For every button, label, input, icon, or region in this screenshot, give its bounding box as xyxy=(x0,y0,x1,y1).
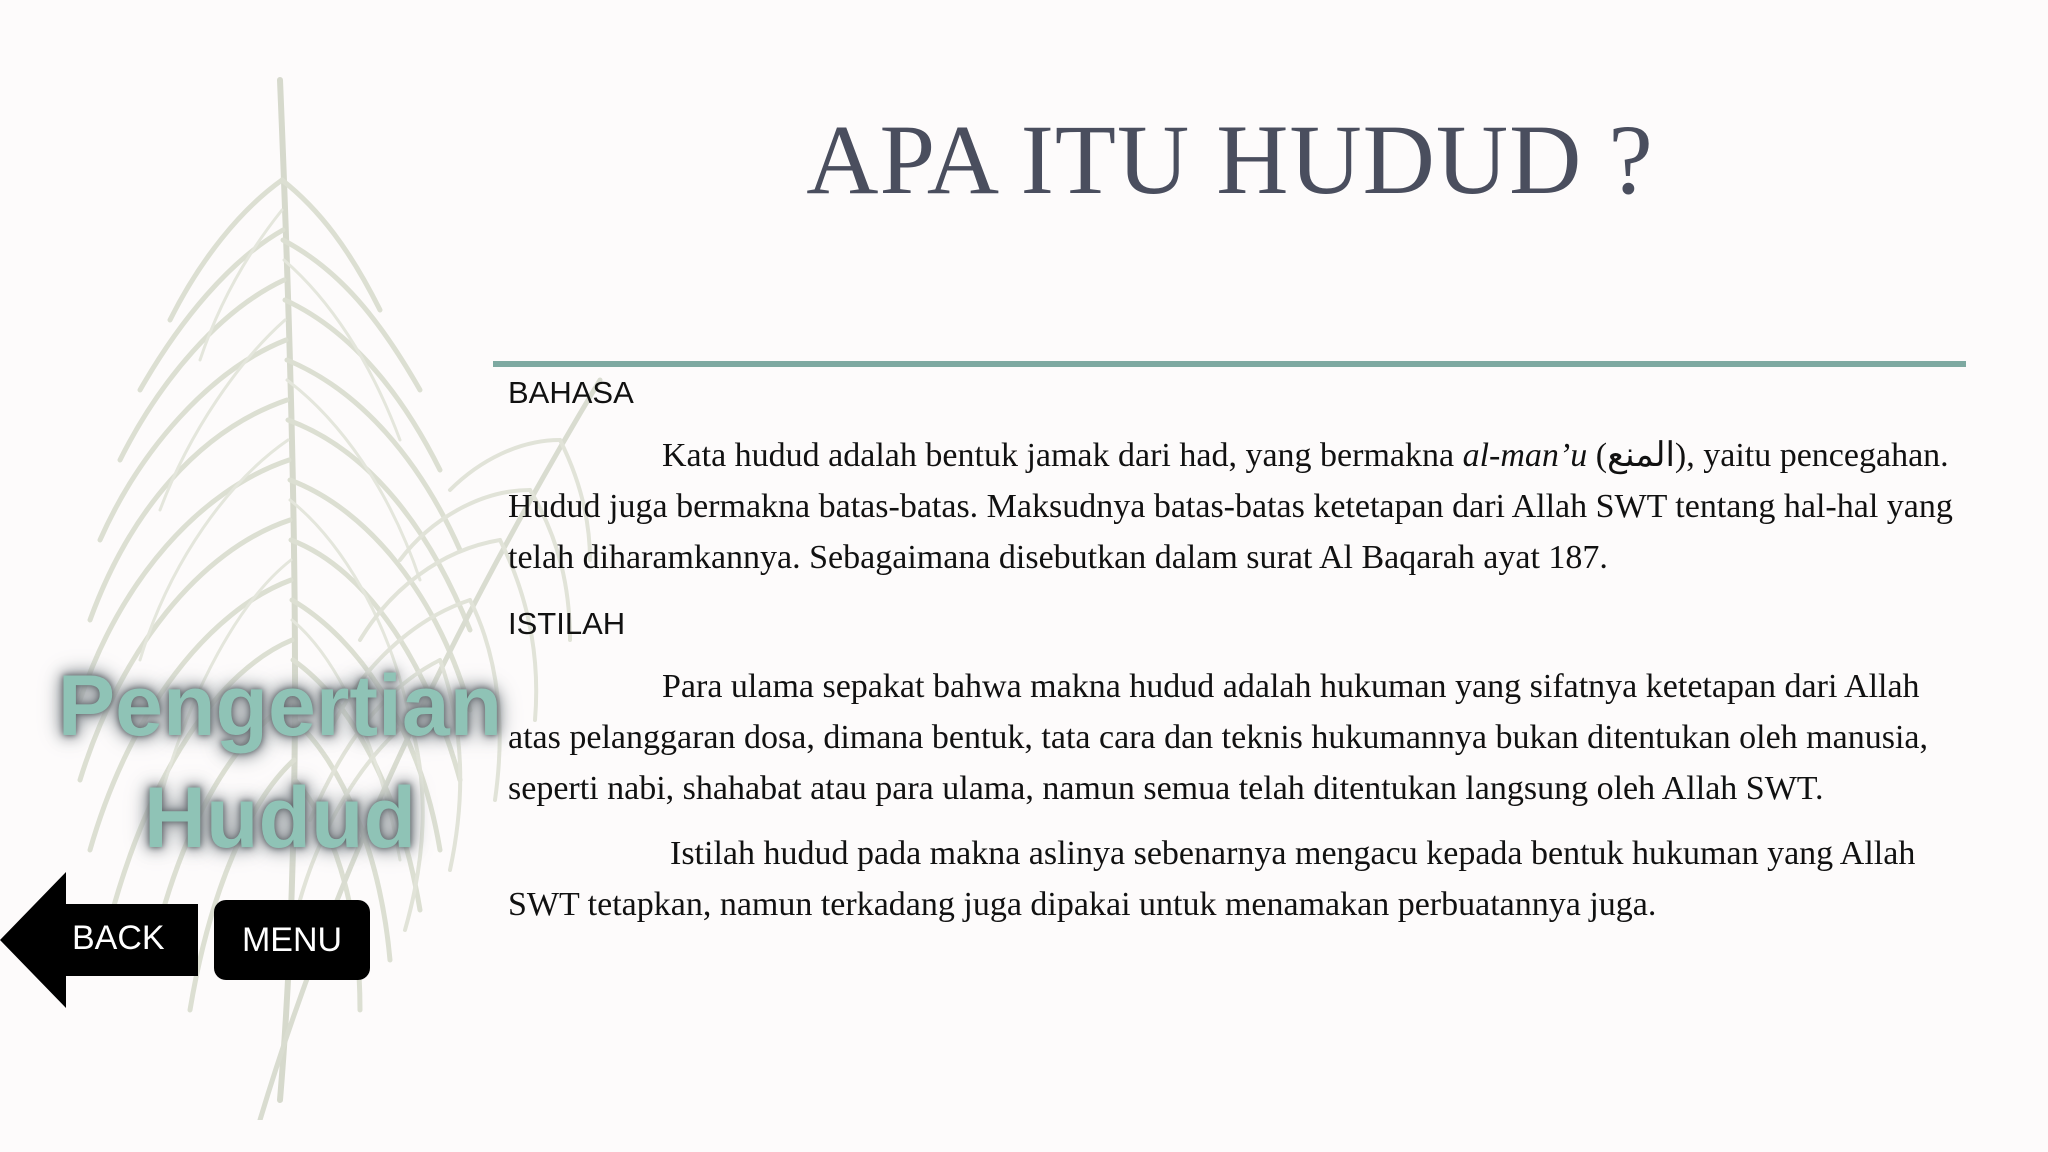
page-title: APA ITU HUDUD ? xyxy=(806,104,1654,215)
bahasa-text-2: , yaitu pencegahan. Hudud juga bermakna batas-batas. Maksudnya batas-batas ketetapan dari Allah SWT tentang hal-hal yang telah diharamkannya. Sebagaimana disebutkan dalam surat Al Baqarah ayat 187. xyxy=(508,437,1953,576)
istilah-heading: ISTILAH xyxy=(508,606,626,641)
back-button[interactable] xyxy=(0,872,198,1008)
bahasa-text-1: Kata hudud adalah bentuk jamak dari had, yang bermakna xyxy=(662,437,1463,474)
bahasa-heading: BAHASA xyxy=(508,375,634,410)
bahasa-arabic: (المنع) xyxy=(1587,437,1687,474)
side-title-line-2: Hudud xyxy=(143,770,417,866)
menu-button[interactable]: MENU xyxy=(214,900,370,980)
side-title xyxy=(40,650,520,874)
istilah-paragraph-2: Istilah hudud pada makna aslinya sebenarnya mengacu kepada bentuk hukuman yang Allah SWT tetapkan, namun terkadang juga dipakai untuk menamakan perbuatannya juga. xyxy=(508,835,1916,923)
bahasa-paragraph xyxy=(508,430,1953,583)
bahasa-term: al-man’u xyxy=(1462,437,1588,474)
istilah-paragraph-1: Para ulama sepakat bahwa makna hudud adalah hukuman yang sifatnya ketetapan dari Allah atas pelanggaran dosa, dimana bentuk, tata cara dan teknis hukumannya bukan ditentukan oleh manusia, seperti nabi, shahabat atau para ulama, namun semua telah ditentukan langsung oleh Allah SWT. xyxy=(508,668,1928,807)
side-title-line-1: Pengertian xyxy=(57,658,503,754)
content-body xyxy=(508,366,1953,944)
back-button-label: BACK xyxy=(72,919,165,957)
